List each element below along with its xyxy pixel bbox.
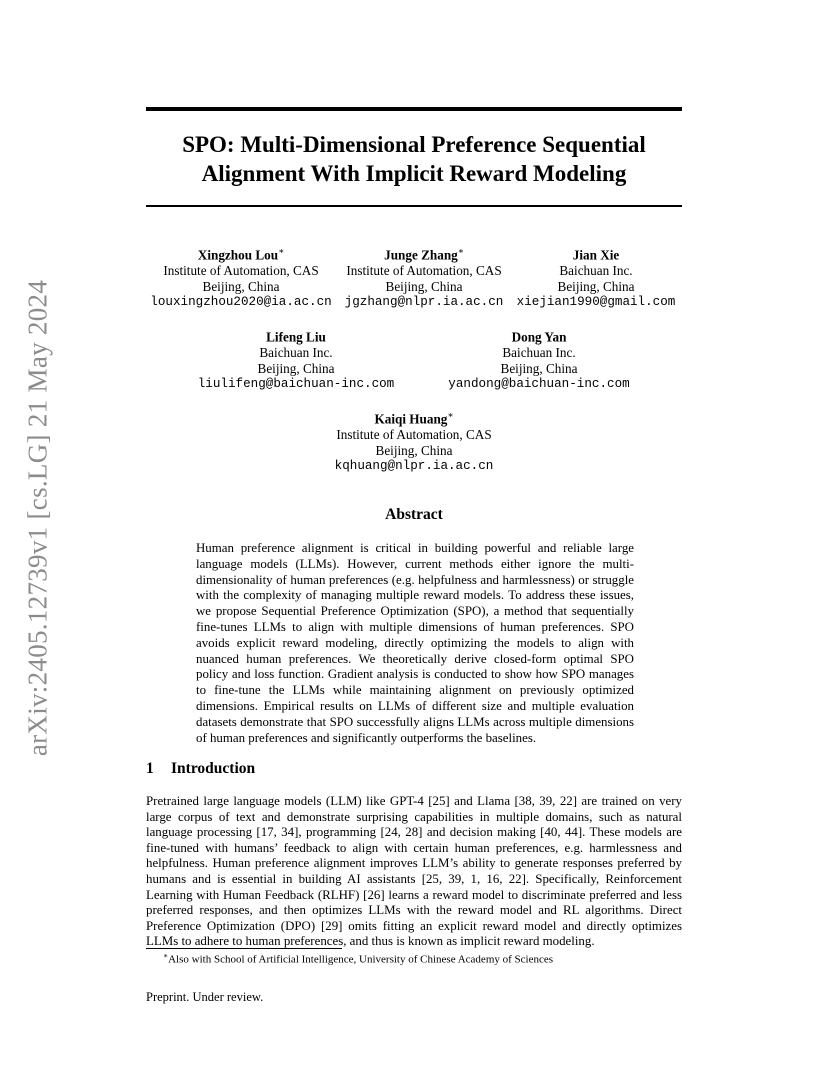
author-block	[448, 326, 629, 393]
footnote	[163, 951, 553, 966]
footnote-rule	[146, 948, 342, 949]
author-email: louxingzhou2020@ia.ac.cn	[150, 294, 332, 309]
footnote-text: Also with School of Artificial Intelligence, University of Chinese Academy of Sciences	[168, 953, 554, 966]
author-location: Beijing, China	[202, 278, 280, 294]
author-name: Jian Xie	[572, 247, 620, 263]
author-name: Dong Yan	[511, 329, 567, 345]
author-name: Junge Zhang∗	[384, 246, 464, 263]
author-block	[517, 244, 676, 311]
author-location: Beijing, China	[375, 442, 453, 458]
title-line-2: Alignment With Implicit Reward Modeling	[201, 161, 627, 186]
introduction-text: Pretrained large language models (LLM) like GPT-4 [25] and Llama [38, 39, 22] are trained on very large corpus of text and demonstrate surprising capabilities in multiple domains, such as natural language processing [17, 34], programming [24, 28] and decision making [40, 44]. These models are fine-tuned with humans’ feedback to align with certain human preferences, e.g. harmlessness and helpfulness. Human preference alignment improves LLM’s ability to generate responses preferred by humans and is essential in building AI assistants [25, 39, 1, 16, 22]. Specifically, Reinforcement Learning with Human Feedback (RLHF) [26] learns a reward model to discriminate preferred and less preferred responses, and then optimizes LLMs with the reward model and RL algorithms. Direct Preference Optimization (DPO) [29] omits fitting an explicit reward model and directly optimizes LLMs to adhere to human preferences, and thus is known as implicit reward modeling.	[146, 794, 682, 949]
author-email: jgzhang@nlpr.ia.ac.cn	[344, 294, 504, 309]
author-affiliation: Baichuan Inc.	[259, 345, 333, 361]
author-affiliation: Baichuan Inc.	[502, 345, 576, 361]
author-location: Beijing, China	[385, 278, 463, 294]
author-name: Kaiqi Huang∗	[374, 410, 454, 427]
title-top-rule	[146, 107, 682, 111]
section-title: Introduction	[171, 760, 256, 777]
author-email: yandong@baichuan-inc.com	[448, 376, 630, 391]
author-email: kqhuang@nlpr.ia.ac.cn	[334, 458, 494, 473]
abstract-text: Human preference alignment is critical in building powerful and reliable large language models (LLMs). However, current methods either ignore the multi-dimensionality of human preferences (e.g. helpfulness and harmlessness) or struggle with the complexity of managing multiple reward models. To address these issues, we propose Sequential Preference Optimization (SPO), a method that sequentially fine-tunes LLMs to align with multiple dimensions of human preferences. SPO avoids explicit reward modeling, directly optimizing the models to align with nuanced human preferences. We theoretically derive closed-form optimal SPO policy and loss function. Gradient analysis is conducted to show how SPO manages to fine-tune the LLMs while maintaining alignment on previously optimized dimensions. Empirical results on LLMs of different size and multiple evaluation datasets demonstrate that SPO successfully aligns LLMs across multiple dimensions of human preferences and significantly outperforms the baselines.	[196, 541, 634, 745]
author-affiliation: Institute of Automation, CAS	[163, 263, 319, 279]
author-affiliation: Institute of Automation, CAS	[346, 263, 502, 279]
author-affiliation: Baichuan Inc.	[559, 263, 633, 279]
author-location: Beijing, China	[500, 360, 578, 376]
preprint-footer: Preprint. Under review.	[146, 990, 264, 1004]
author-name: Xingzhou Lou∗	[197, 246, 285, 263]
author-block	[198, 326, 395, 393]
author-location: Beijing, China	[257, 360, 335, 376]
author-affiliation: Institute of Automation, CAS	[336, 427, 492, 443]
author-block	[150, 244, 331, 311]
author-block	[335, 408, 494, 475]
abstract-heading: Abstract	[385, 506, 443, 523]
author-name: Lifeng Liu	[266, 329, 326, 345]
author-email: liulifeng@baichuan-inc.com	[197, 376, 395, 391]
author-location: Beijing, China	[557, 278, 635, 294]
section-heading	[146, 760, 255, 778]
author-block	[345, 244, 504, 311]
title-line-1: SPO: Multi-Dimensional Preference Sequential	[182, 132, 646, 157]
paper-title	[146, 130, 682, 188]
section-number: 1	[146, 760, 154, 777]
arxiv-identifier: arXiv:2405.12739v1 [cs.LG] 21 May 2024	[22, 279, 53, 757]
title-bottom-rule	[146, 205, 682, 207]
footnote-mark: ∗	[163, 951, 169, 960]
author-email: xiejian1990@gmail.com	[516, 294, 676, 309]
